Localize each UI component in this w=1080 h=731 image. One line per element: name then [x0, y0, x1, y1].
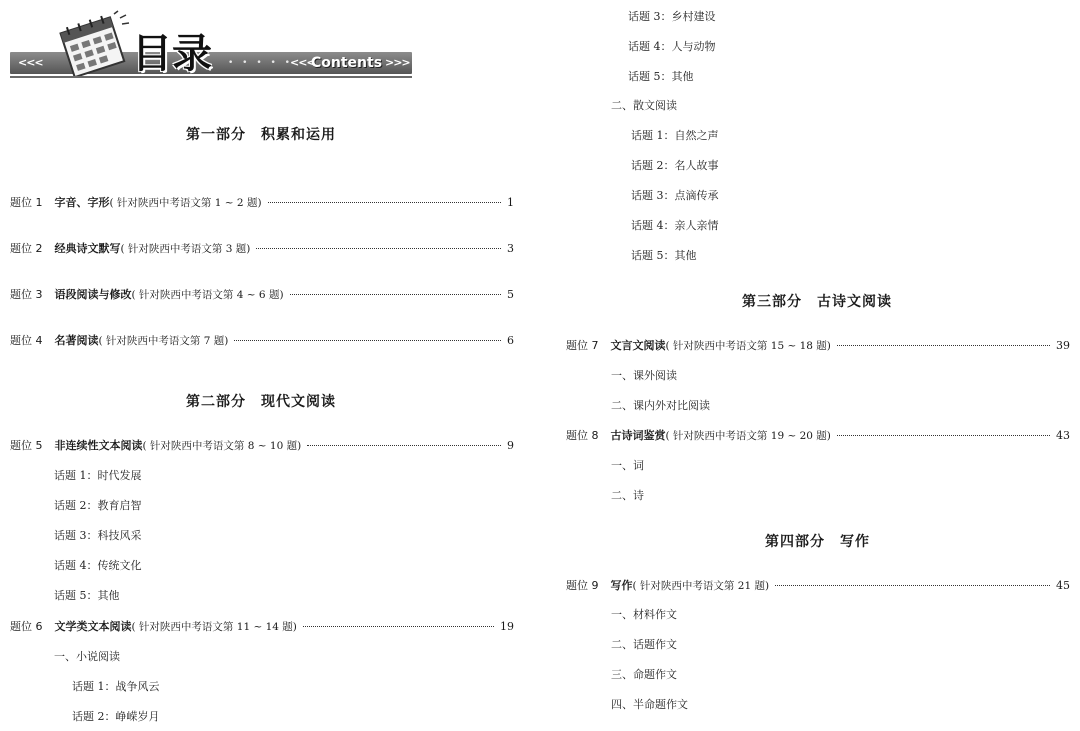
topic-item[interactable]: 话题 4：人与动物 [628, 40, 716, 53]
dot-leader [775, 585, 1050, 586]
entry-page: 9 [507, 439, 514, 452]
dot-leader [268, 202, 501, 203]
toc-entry-pos1[interactable] [10, 194, 514, 210]
toc-entry-pos6[interactable] [10, 618, 514, 634]
right-arrows: >>> [385, 56, 410, 69]
toc-entry-pos3[interactable] [10, 286, 514, 302]
entry-number: 题位 2 [10, 242, 43, 255]
entry-title: 文学类文本阅读 [54, 620, 132, 633]
entry-note: ( 针对陕西中考语文第 8 ~ 10 题) [142, 440, 302, 452]
section-item[interactable]: 二、诗 [611, 489, 644, 502]
entry-note: ( 针对陕西中考语文第 3 题) [120, 243, 251, 255]
entry-title: 字音、字形 [54, 196, 110, 209]
entry-page: 19 [500, 620, 514, 633]
part4-heading: 第四部分 写作 [765, 534, 870, 550]
toc-entry-pos7[interactable] [566, 337, 1070, 353]
part1-heading: 第一部分 积累和运用 [186, 127, 336, 143]
mid-arrows: <<< [290, 56, 315, 69]
toc-entry-pos5[interactable] [10, 437, 514, 453]
entry-page: 6 [507, 334, 514, 347]
entry-page: 3 [507, 242, 514, 255]
topic-item[interactable]: 话题 3：科技风采 [54, 529, 142, 542]
left-arrows: <<< [18, 56, 43, 69]
contents-title-en: Contents [311, 55, 383, 71]
topic-item[interactable]: 话题 1：战争风云 [72, 680, 160, 693]
entry-note: ( 针对陕西中考语文第 1 ~ 2 题) [109, 197, 262, 209]
entry-note: ( 针对陕西中考语文第 4 ~ 6 题) [131, 289, 284, 301]
section-item[interactable]: 二、散文阅读 [611, 99, 677, 112]
topic-item[interactable]: 话题 2：名人故事 [631, 159, 719, 172]
section-item[interactable]: 一、小说阅读 [54, 650, 120, 663]
dot-leader [837, 435, 1050, 436]
topic-item[interactable]: 话题 3：点滴传承 [631, 189, 719, 202]
entry-number: 题位 1 [10, 196, 43, 209]
entry-note: ( 针对陕西中考语文第 19 ~ 20 题) [665, 430, 831, 442]
topic-item[interactable]: 话题 1：自然之声 [631, 129, 719, 142]
entry-title: 写作 [610, 579, 633, 592]
entry-note: ( 针对陕西中考语文第 7 题) [98, 335, 229, 347]
topic-item[interactable]: 话题 1：时代发展 [54, 469, 142, 482]
dot-leader [290, 294, 501, 295]
entry-number: 题位 9 [566, 579, 599, 592]
section-item[interactable]: 二、话题作文 [611, 638, 677, 651]
entry-number: 题位 7 [566, 339, 599, 352]
contents-title: 目录 [132, 31, 212, 77]
topic-item[interactable]: 话题 5：其他 [54, 589, 120, 602]
entry-title: 非连续性文本阅读 [54, 439, 143, 452]
entry-note: ( 针对陕西中考语文第 15 ~ 18 题) [665, 340, 831, 352]
section-item[interactable]: 一、课外阅读 [611, 369, 677, 382]
topic-item[interactable]: 话题 4：亲人亲情 [631, 219, 719, 232]
dot-leader [234, 340, 501, 341]
entry-page: 39 [1056, 339, 1070, 352]
topic-item[interactable]: 话题 2：峥嵘岁月 [72, 710, 160, 723]
entry-page: 1 [507, 196, 514, 209]
entry-page: 43 [1056, 429, 1070, 442]
section-item[interactable]: 四、半命题作文 [611, 698, 688, 711]
toc-entry-pos2[interactable] [10, 240, 514, 256]
entry-number: 题位 6 [10, 620, 43, 633]
toc-entry-pos8[interactable] [566, 427, 1070, 443]
entry-title: 经典诗文默写 [54, 242, 121, 255]
contents-banner [10, 8, 412, 80]
section-item[interactable]: 三、命题作文 [611, 668, 677, 681]
toc-entry-pos9[interactable] [566, 577, 1070, 593]
entry-title: 语段阅读与修改 [54, 288, 132, 301]
entry-number: 题位 4 [10, 334, 43, 347]
dot-leader [837, 345, 1050, 346]
dot-leader [256, 248, 501, 249]
entry-number: 题位 8 [566, 429, 599, 442]
entry-note: ( 针对陕西中考语文第 21 题) [632, 580, 770, 592]
topic-item[interactable]: 话题 2：教育启智 [54, 499, 142, 512]
toc-entry-pos4[interactable] [10, 332, 514, 348]
section-item[interactable]: 一、词 [611, 459, 644, 472]
entry-number: 题位 5 [10, 439, 43, 452]
entry-title: 古诗词鉴赏 [610, 429, 666, 442]
entry-note: ( 针对陕西中考语文第 11 ~ 14 题) [131, 621, 297, 633]
dot-leader [303, 626, 494, 627]
entry-page: 5 [507, 288, 514, 301]
section-item[interactable]: 二、课内外对比阅读 [611, 399, 710, 412]
topic-item[interactable]: 话题 5：其他 [628, 70, 694, 83]
dot-leader [307, 445, 501, 446]
entry-page: 45 [1056, 579, 1070, 592]
topic-item[interactable]: 话题 5：其他 [631, 249, 697, 262]
entry-number: 题位 3 [10, 288, 43, 301]
calendar-icon [54, 10, 132, 76]
entry-title: 名著阅读 [54, 334, 99, 347]
topic-item[interactable]: 话题 3：乡村建设 [628, 10, 716, 23]
topic-item[interactable]: 话题 4：传统文化 [54, 559, 142, 572]
part2-heading: 第二部分 现代文阅读 [186, 394, 336, 410]
banner-dots: • • • • • [228, 58, 293, 68]
section-item[interactable]: 一、材料作文 [611, 608, 677, 621]
entry-title: 文言文阅读 [610, 339, 666, 352]
part3-heading: 第三部分 古诗文阅读 [742, 294, 892, 310]
